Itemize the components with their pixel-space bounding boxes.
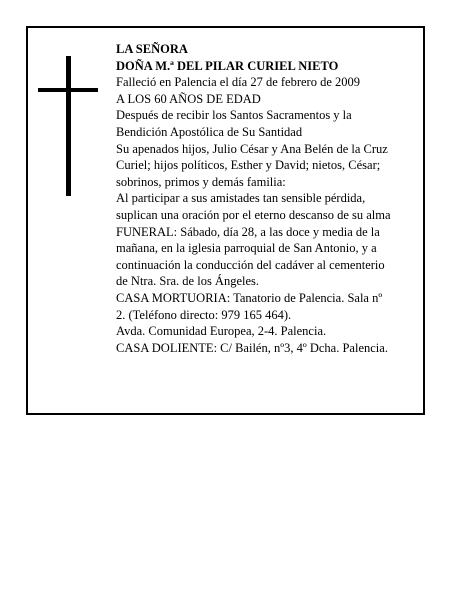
heading-la-senora: LA SEÑORA (116, 42, 188, 56)
death-date-line: Falleció en Palencia el día 27 de febrero de 2009 (116, 75, 361, 90)
cross-vertical-bar (66, 56, 71, 196)
family-line-1: Su apenados hijos, Julio César y Ana Belén de la Cruz (116, 141, 388, 156)
family-line-3: sobrinos, primos y demás familia: (116, 174, 286, 189)
mortuary-line-1: CASA MORTUORIA: Tanatorio de Palencia. Sala nº (116, 290, 383, 305)
request-line-2: suplican una oración por el eterno descanso de su alma (116, 207, 391, 222)
sacraments-line-2: Bendición Apostólica de Su Santidad (116, 124, 303, 139)
mortuary-line-3: Avda. Comunidad Europea, 2-4. Palencia. (116, 324, 327, 339)
funeral-line-4: de Ntra. Sra. de los Ángeles. (116, 274, 260, 289)
funeral-line-1: FUNERAL: Sábado, día 28, a las doce y media de la (116, 224, 380, 239)
sacraments-line-1: Después de recibir los Santos Sacramentos y la (116, 108, 352, 123)
age-line: A LOS 60 AÑOS DE EDAD (116, 91, 261, 106)
obituary-notice (26, 26, 425, 415)
funeral-line-3: continuación la conducción del cadáver al cementerio (116, 257, 385, 272)
funeral-line-2: mañana, en la iglesia parroquial de San Antonio, y a (116, 241, 377, 256)
house-line-1: CASA DOLIENTE: C/ Bailén, nº3, 4º Dcha. Palencia. (116, 340, 388, 355)
cross-horizontal-bar (38, 88, 98, 92)
obituary-text (116, 41, 418, 356)
family-line-2: Curiel; hijos políticos, Esther y David; nietos, César; (116, 158, 381, 173)
mortuary-line-2: 2. (Teléfono directo: 979 165 464). (116, 307, 292, 322)
deceased-name: DOÑA M.ª DEL PILAR CURIEL NIETO (116, 58, 339, 73)
request-line-1: Al participar a sus amistades tan sensible pérdida, (116, 191, 366, 206)
